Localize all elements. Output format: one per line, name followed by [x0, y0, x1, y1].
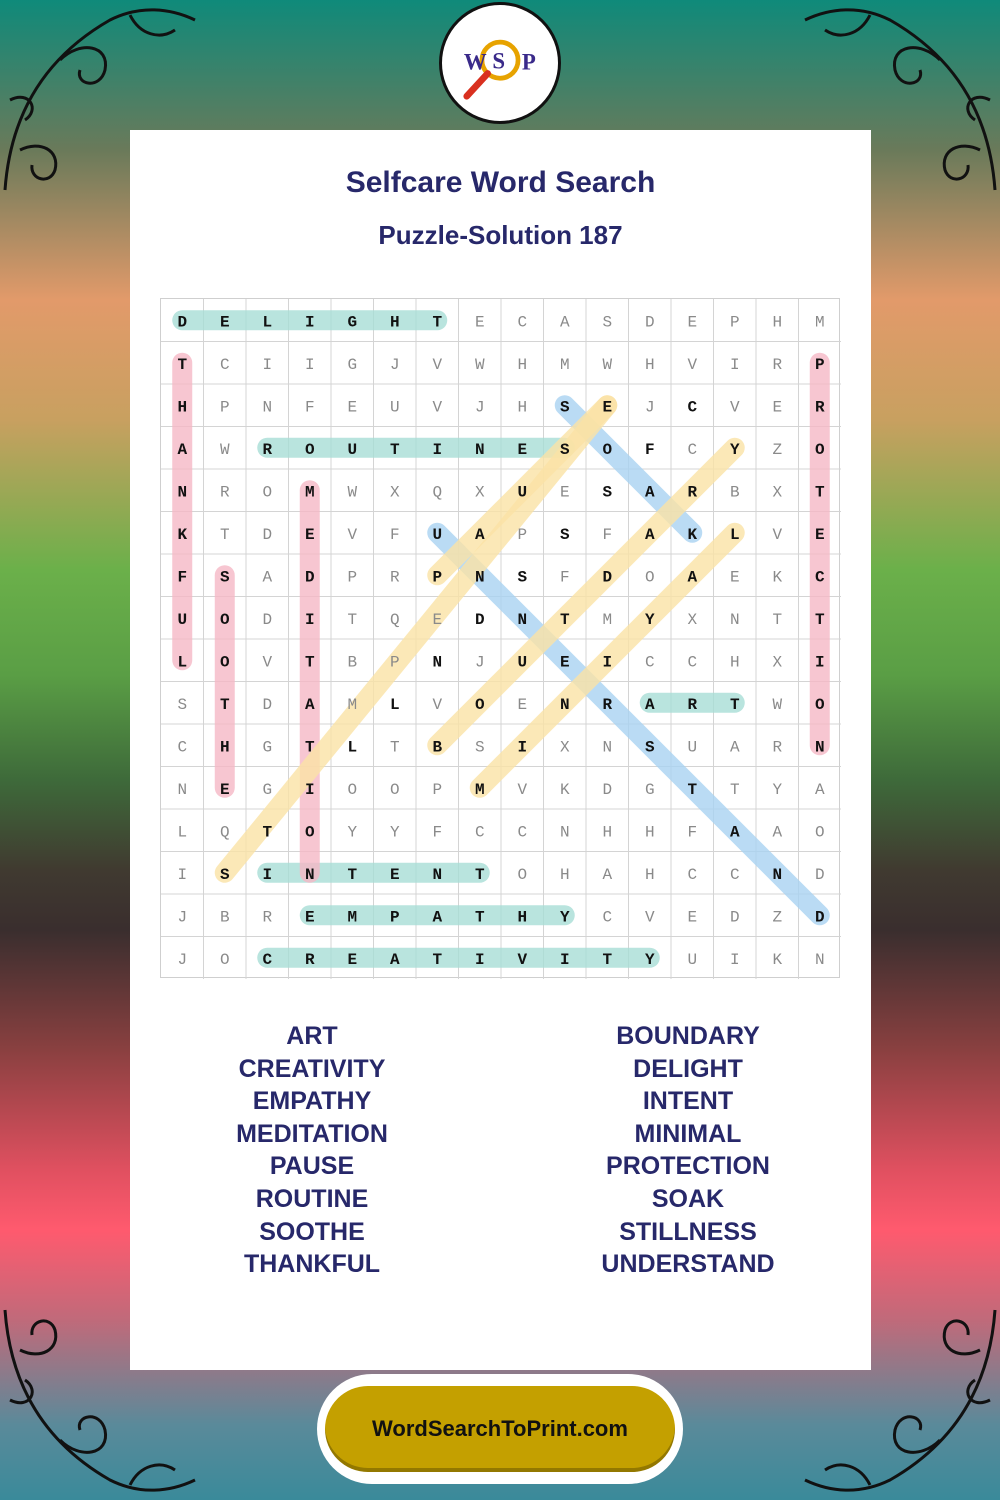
grid-letter[interactable]: O	[219, 653, 230, 672]
word-list-right-column	[538, 1020, 838, 1281]
grid-letter[interactable]: R	[262, 440, 273, 459]
grid-letter[interactable]: P	[219, 398, 230, 417]
grid-letter[interactable]: X	[474, 483, 485, 502]
grid-letter[interactable]: E	[474, 313, 485, 332]
grid-letter[interactable]: J	[389, 355, 400, 374]
grid-letter[interactable]: H	[644, 865, 655, 884]
grid-letter[interactable]: T	[389, 440, 400, 459]
grid-letter[interactable]: O	[347, 780, 358, 799]
grid-letter[interactable]: V	[432, 398, 443, 417]
grid-letter[interactable]: R	[262, 908, 273, 927]
grid-letter[interactable]: T	[729, 780, 740, 799]
grid-letter[interactable]: E	[602, 398, 613, 417]
grid-letter[interactable]: N	[304, 865, 315, 884]
grid-letter[interactable]: D	[814, 908, 825, 927]
grid-letter[interactable]: N	[559, 695, 570, 714]
grid-letter[interactable]: T	[177, 355, 188, 374]
grid-letter[interactable]: W	[602, 355, 613, 374]
grid-letter[interactable]: O	[814, 823, 825, 842]
grid-letter[interactable]: X	[772, 483, 783, 502]
grid-letter[interactable]: G	[644, 780, 655, 799]
grid-letter[interactable]: F	[177, 568, 188, 587]
word-list-item: MEDITATION	[236, 1119, 388, 1148]
grid-letter[interactable]: T	[559, 610, 570, 629]
grid-letter[interactable]: V	[432, 355, 443, 374]
grid-letter[interactable]: R	[389, 568, 400, 587]
grid-letter[interactable]: E	[729, 568, 740, 587]
grid-letter[interactable]: U	[687, 738, 698, 757]
grid-letter[interactable]: Z	[772, 908, 783, 927]
grid-letter[interactable]: Z	[772, 440, 783, 459]
grid-letter[interactable]: U	[389, 398, 400, 417]
grid-letter[interactable]: N	[729, 610, 740, 629]
grid-letter[interactable]: T	[474, 908, 485, 927]
word-list-item: EMPATHY	[252, 1087, 372, 1116]
grid-letter[interactable]: H	[517, 908, 528, 927]
grid-letter[interactable]: L	[262, 313, 273, 332]
grid-letter[interactable]: E	[347, 950, 358, 969]
grid-letter[interactable]: K	[772, 950, 783, 969]
grid-letter[interactable]: E	[347, 398, 358, 417]
grid-letter[interactable]: G	[347, 313, 358, 332]
grid-letter[interactable]: K	[772, 568, 783, 587]
grid-letter[interactable]: O	[644, 568, 655, 587]
grid-letter[interactable]: U	[177, 610, 188, 629]
grid-letter[interactable]: N	[177, 483, 188, 502]
grid-letter[interactable]: K	[559, 780, 570, 799]
grid-letter[interactable]: I	[729, 950, 740, 969]
grid-letter[interactable]: S	[602, 483, 613, 502]
grid-letter[interactable]: I	[304, 355, 315, 374]
grid-letter[interactable]: S	[644, 738, 655, 757]
grid-letter[interactable]: V	[644, 908, 655, 927]
grid-letter[interactable]: B	[729, 483, 740, 502]
word-list-item: PROTECTION	[606, 1152, 770, 1181]
grid-letter[interactable]: O	[474, 695, 485, 714]
grid-letter[interactable]: E	[517, 695, 528, 714]
grid-letter[interactable]: V	[432, 695, 443, 714]
grid-letter[interactable]: G	[347, 355, 358, 374]
grid-letter[interactable]: H	[602, 823, 613, 842]
grid-letter[interactable]: N	[814, 950, 825, 969]
grid-letter[interactable]: H	[517, 398, 528, 417]
grid-letter[interactable]: V	[517, 780, 528, 799]
grid-letter[interactable]: C	[687, 398, 698, 417]
word-list-item: INTENT	[642, 1087, 734, 1116]
grid-letter[interactable]: E	[219, 313, 230, 332]
grid-letter[interactable]: C	[177, 738, 188, 757]
grid-letter[interactable]: L	[347, 738, 358, 757]
grid-letter[interactable]: W	[347, 483, 358, 502]
grid-letter[interactable]: A	[814, 780, 825, 799]
grid-letter[interactable]: N	[517, 610, 528, 629]
logo-letter-p: P	[521, 49, 536, 75]
grid-letter[interactable]: C	[219, 355, 230, 374]
grid-letter[interactable]: Q	[389, 610, 400, 629]
grid-letter[interactable]: M	[347, 908, 358, 927]
grid-letter[interactable]: I	[177, 865, 188, 884]
grid-letter[interactable]: O	[304, 823, 315, 842]
grid-letter[interactable]: R	[772, 738, 783, 757]
grid-letter[interactable]: H	[644, 823, 655, 842]
grid-letter[interactable]: T	[432, 950, 443, 969]
grid-letter[interactable]: Y	[772, 780, 783, 799]
page-subtitle: Puzzle-Solution 187	[378, 220, 623, 250]
grid-letter[interactable]: D	[474, 610, 485, 629]
grid-letter[interactable]: X	[389, 483, 400, 502]
grid-letter[interactable]: R	[772, 355, 783, 374]
grid-letter[interactable]: X	[687, 610, 698, 629]
grid-letter[interactable]: Y	[389, 823, 400, 842]
word-list-item: ROUTINE	[255, 1184, 369, 1213]
grid-letter[interactable]: E	[432, 610, 443, 629]
grid-letter[interactable]: I	[814, 653, 825, 672]
grid-letter[interactable]: P	[729, 313, 740, 332]
grid-letter[interactable]: I	[262, 865, 273, 884]
word-list-item: SOOTHE	[259, 1217, 365, 1246]
grid-letter[interactable]: C	[687, 653, 698, 672]
grid-letter[interactable]: O	[219, 610, 230, 629]
grid-letter[interactable]: R	[687, 483, 698, 502]
grid-letter[interactable]: C	[517, 313, 528, 332]
grid-letter[interactable]: T	[347, 865, 358, 884]
grid-letter[interactable]: D	[602, 568, 613, 587]
grid-letter[interactable]: E	[772, 398, 783, 417]
grid-letter[interactable]: C	[474, 823, 485, 842]
grid-letter[interactable]: C	[729, 865, 740, 884]
grid-letter[interactable]: W	[772, 695, 783, 714]
grid-letter[interactable]: C	[814, 568, 825, 587]
grid-letter[interactable]: K	[687, 525, 698, 544]
word-search-grid[interactable]	[160, 298, 840, 978]
grid-letter[interactable]: S	[559, 398, 570, 417]
grid-letter[interactable]: T	[219, 525, 230, 544]
grid-letter[interactable]: I	[304, 780, 315, 799]
grid-letter[interactable]: H	[559, 865, 570, 884]
grid-letter[interactable]: N	[177, 780, 188, 799]
grid-letter[interactable]: X	[559, 738, 570, 757]
grid-letter[interactable]: F	[432, 823, 443, 842]
grid-canvas	[161, 299, 841, 979]
grid-letter[interactable]: C	[687, 440, 698, 459]
grid-letter[interactable]: A	[602, 865, 613, 884]
grid-letter[interactable]: I	[304, 610, 315, 629]
grid-letter[interactable]: C	[262, 950, 273, 969]
grid-letter[interactable]: N	[432, 865, 443, 884]
grid-letter[interactable]: R	[304, 950, 315, 969]
grid-letter[interactable]: A	[644, 525, 655, 544]
grid-letter[interactable]: P	[517, 525, 528, 544]
grid-letter[interactable]: D	[177, 313, 188, 332]
grid-letter[interactable]: A	[474, 525, 485, 544]
grid-letter[interactable]: C	[602, 908, 613, 927]
grid-letter[interactable]: N	[602, 738, 613, 757]
grid-letter[interactable]: H	[772, 313, 783, 332]
grid-letter[interactable]: P	[389, 908, 400, 927]
grid-letter[interactable]: T	[304, 738, 315, 757]
grid-letter[interactable]: U	[432, 525, 443, 544]
grid-letter[interactable]: M	[602, 610, 613, 629]
grid-letter[interactable]: U	[517, 653, 528, 672]
grid-letter[interactable]: D	[644, 313, 655, 332]
grid-letter[interactable]: X	[772, 653, 783, 672]
grid-letter[interactable]: Y	[644, 610, 655, 629]
grid-letter[interactable]: O	[389, 780, 400, 799]
grid-letter[interactable]: V	[517, 950, 528, 969]
grid-letter[interactable]: F	[389, 525, 400, 544]
grid-letter[interactable]: R	[814, 398, 825, 417]
grid-letter[interactable]: A	[559, 313, 570, 332]
word-list-item: UNDERSTAND	[601, 1250, 775, 1279]
grid-letter[interactable]: E	[687, 908, 698, 927]
grid-letter[interactable]: F	[304, 398, 315, 417]
website-button[interactable]	[317, 1374, 683, 1484]
grid-letter[interactable]: D	[262, 525, 273, 544]
grid-letter[interactable]: V	[729, 398, 740, 417]
grid-letter[interactable]: D	[262, 695, 273, 714]
grid-letter[interactable]: Q	[432, 483, 443, 502]
grid-letter[interactable]: Q	[219, 823, 230, 842]
wsp-logo[interactable]	[439, 2, 561, 124]
grid-letter[interactable]: N	[262, 398, 273, 417]
grid-letter[interactable]: A	[687, 568, 698, 587]
grid-letter[interactable]: V	[772, 525, 783, 544]
grid-letter[interactable]: S	[559, 525, 570, 544]
grid-letter[interactable]: A	[177, 440, 188, 459]
grid-letter[interactable]: O	[814, 695, 825, 714]
grid-letter[interactable]: O	[814, 440, 825, 459]
grid-letter[interactable]: E	[559, 653, 570, 672]
grid-letter[interactable]: D	[262, 610, 273, 629]
grid-letter[interactable]: K	[177, 525, 188, 544]
grid-letter[interactable]: M	[347, 695, 358, 714]
grid-letter[interactable]: E	[219, 780, 230, 799]
grid-letter[interactable]: L	[729, 525, 740, 544]
grid-letter[interactable]: P	[432, 780, 443, 799]
grid-letter[interactable]: U	[347, 440, 358, 459]
grid-letter[interactable]: H	[219, 738, 230, 757]
grid-letter[interactable]: R	[687, 695, 698, 714]
grid-letter[interactable]: H	[517, 355, 528, 374]
grid-letter[interactable]: O	[219, 950, 230, 969]
grid-letter[interactable]: L	[177, 653, 188, 672]
grid-letter[interactable]: T	[814, 483, 825, 502]
grid-letter[interactable]: H	[389, 313, 400, 332]
word-list-item: CREATIVITY	[238, 1054, 386, 1083]
logo-letter-w: W	[463, 49, 487, 75]
grid-letter[interactable]: I	[729, 355, 740, 374]
word-list-item: MINIMAL	[634, 1119, 742, 1148]
page-title: Selfcare Word Search	[345, 166, 656, 199]
grid-letter[interactable]: D	[602, 780, 613, 799]
grid-letter[interactable]: T	[432, 313, 443, 332]
grid-letter[interactable]: T	[304, 653, 315, 672]
grid-letter[interactable]: P	[347, 568, 358, 587]
grid-letter[interactable]: U	[687, 950, 698, 969]
grid-letter[interactable]: W	[474, 355, 485, 374]
grid-letter[interactable]: Y	[347, 823, 358, 842]
grid-letter[interactable]: I	[517, 738, 528, 757]
grid-letter[interactable]: S	[219, 568, 230, 587]
grid-letter[interactable]: Y	[729, 440, 740, 459]
grid-letter[interactable]: N	[772, 865, 783, 884]
grid-letter[interactable]: S	[177, 695, 188, 714]
grid-letter[interactable]: A	[262, 568, 273, 587]
grid-letter[interactable]: M	[304, 483, 315, 502]
word-list-item: PAUSE	[269, 1152, 355, 1181]
grid-letter[interactable]: I	[432, 440, 443, 459]
logo-letter-s: S	[492, 48, 506, 74]
grid-letter[interactable]: C	[644, 653, 655, 672]
word-list-item: ART	[286, 1022, 338, 1050]
grid-letter[interactable]: N	[474, 440, 485, 459]
grid-letter[interactable]: T	[602, 950, 613, 969]
grid-letter[interactable]: E	[814, 525, 825, 544]
grid-letter[interactable]: N	[432, 653, 443, 672]
grid-letter[interactable]: C	[687, 865, 698, 884]
grid-letter[interactable]: T	[474, 865, 485, 884]
grid-letter[interactable]: T	[729, 695, 740, 714]
word-list-left-column	[162, 1020, 462, 1281]
grid-letter[interactable]: T	[347, 610, 358, 629]
grid-letter[interactable]: U	[517, 483, 528, 502]
grid-letter[interactable]: J	[177, 950, 188, 969]
word-list-item: THANKFUL	[243, 1250, 381, 1279]
grid-letter[interactable]: O	[304, 440, 315, 459]
grid-letter[interactable]: J	[177, 908, 188, 927]
grid-letter[interactable]: L	[177, 823, 188, 842]
grid-letter[interactable]: T	[219, 695, 230, 714]
grid-letter[interactable]: W	[219, 440, 230, 459]
grid-letter[interactable]: T	[687, 780, 698, 799]
grid-letter[interactable]: P	[814, 355, 825, 374]
grid-letter[interactable]: O	[517, 865, 528, 884]
grid-letter[interactable]: M	[559, 355, 570, 374]
grid-letter[interactable]: T	[389, 738, 400, 757]
grid-letter[interactable]: T	[262, 823, 273, 842]
grid-letter[interactable]: L	[389, 695, 400, 714]
grid-letter[interactable]: A	[389, 950, 400, 969]
word-list-item: DELIGHT	[633, 1054, 743, 1083]
grid-letter[interactable]: N	[814, 738, 825, 757]
grid-letter[interactable]: G	[262, 780, 273, 799]
grid-letter[interactable]: J	[474, 398, 485, 417]
grid-letter[interactable]: E	[304, 525, 315, 544]
grid-letter[interactable]: O	[262, 483, 273, 502]
grid-letter[interactable]: A	[432, 908, 443, 927]
grid-letter[interactable]: A	[729, 738, 740, 757]
grid-letter[interactable]: S	[474, 738, 485, 757]
puzzle-sheet	[130, 130, 871, 1370]
grid-letter[interactable]: I	[262, 355, 273, 374]
grid-letter[interactable]: S	[219, 865, 230, 884]
grid-letter[interactable]: D	[304, 568, 315, 587]
grid-letter[interactable]: T	[814, 610, 825, 629]
grid-letter[interactable]: Y	[559, 908, 570, 927]
word-list-item: STILLNESS	[619, 1217, 757, 1246]
grid-letter[interactable]: E	[389, 865, 400, 884]
grid-letter[interactable]: A	[772, 823, 783, 842]
grid-letter[interactable]: E	[517, 440, 528, 459]
word-list-item: BOUNDARY	[616, 1022, 760, 1050]
grid-letter[interactable]: P	[432, 568, 443, 587]
word-list-item: SOAK	[651, 1184, 725, 1213]
grid-letter[interactable]: P	[389, 653, 400, 672]
grid-letter[interactable]: B	[347, 653, 358, 672]
grid-letter[interactable]: J	[644, 398, 655, 417]
grid-letter[interactable]: V	[262, 653, 273, 672]
grid-letter[interactable]: V	[687, 355, 698, 374]
grid-letter[interactable]: S	[602, 313, 613, 332]
grid-letter[interactable]: A	[644, 695, 655, 714]
grid-letter[interactable]: F	[602, 525, 613, 544]
grid-letter[interactable]: E	[559, 483, 570, 502]
grid-letter[interactable]: E	[304, 908, 315, 927]
grid-letter[interactable]: O	[602, 440, 613, 459]
grid-letter[interactable]: I	[559, 950, 570, 969]
grid-letter[interactable]: A	[304, 695, 315, 714]
grid-letter[interactable]: H	[177, 398, 188, 417]
grid-letter[interactable]: T	[772, 610, 783, 629]
grid-letter[interactable]: H	[729, 653, 740, 672]
grid-letter[interactable]: D	[814, 865, 825, 884]
website-link[interactable]: WordSearchToPrint.com	[325, 1386, 675, 1472]
grid-letter[interactable]: A	[644, 483, 655, 502]
grid-letter[interactable]: S	[559, 440, 570, 459]
grid-letter[interactable]: S	[517, 568, 528, 587]
grid-letter[interactable]: B	[432, 738, 443, 757]
grid-letter[interactable]: N	[474, 568, 485, 587]
grid-letter[interactable]: N	[559, 823, 570, 842]
grid-letter[interactable]: F	[559, 568, 570, 587]
grid-letter[interactable]: I	[474, 950, 485, 969]
grid-letter[interactable]: R	[219, 483, 230, 502]
grid-letter[interactable]: G	[262, 738, 273, 757]
grid-letter[interactable]: I	[304, 313, 315, 332]
grid-letter[interactable]: R	[602, 695, 613, 714]
grid-letter[interactable]: M	[814, 313, 825, 332]
grid-letter[interactable]: H	[644, 355, 655, 374]
grid-letter[interactable]: I	[602, 653, 613, 672]
grid-letter[interactable]: B	[219, 908, 230, 927]
grid-letter[interactable]: J	[474, 653, 485, 672]
grid-letter[interactable]: D	[729, 908, 740, 927]
grid-letter[interactable]: A	[729, 823, 740, 842]
grid-letter[interactable]: V	[347, 525, 358, 544]
grid-letter[interactable]: F	[687, 823, 698, 842]
grid-letter[interactable]: C	[517, 823, 528, 842]
grid-letter[interactable]: M	[474, 780, 485, 799]
grid-letter[interactable]: E	[687, 313, 698, 332]
grid-letter[interactable]: F	[644, 440, 655, 459]
grid-letter[interactable]: Y	[644, 950, 655, 969]
